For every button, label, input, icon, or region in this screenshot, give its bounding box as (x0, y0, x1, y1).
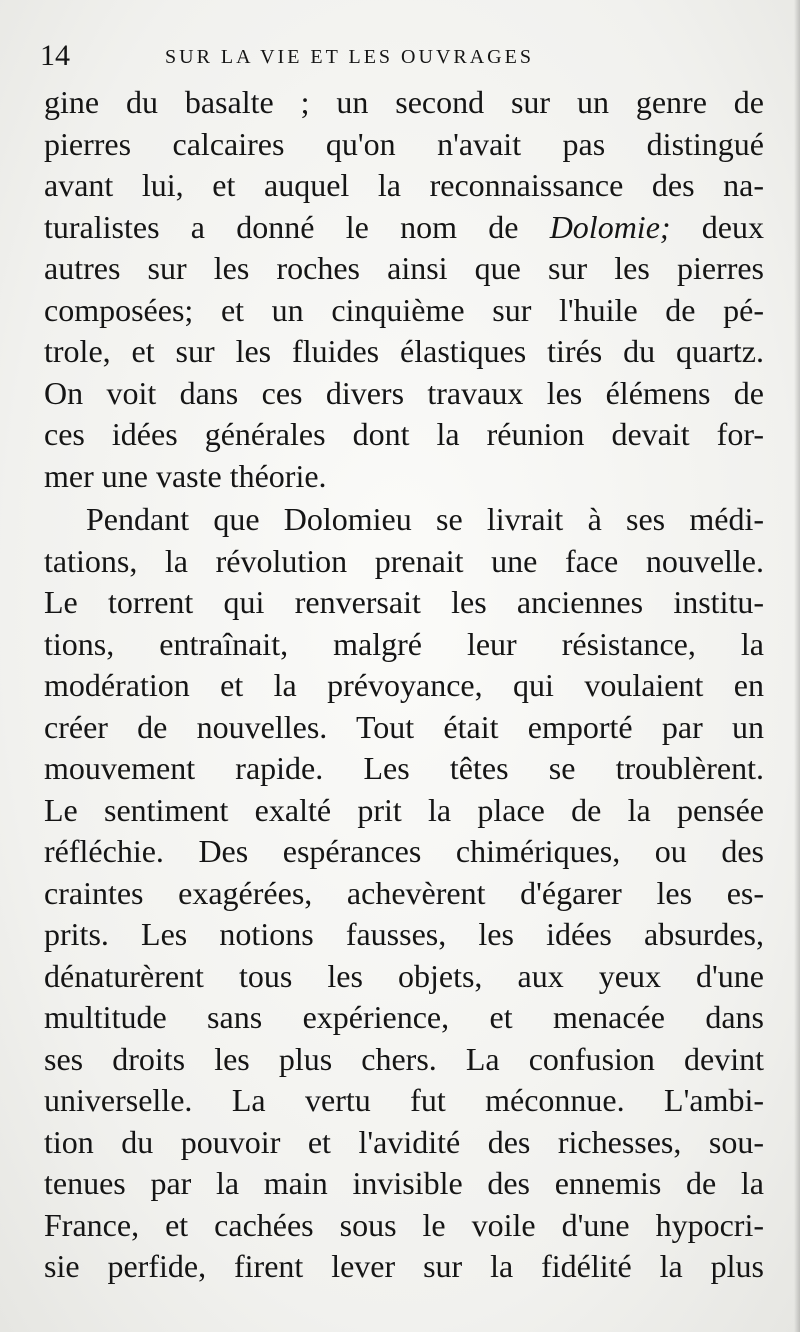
text-line: pierres calcaires qu'on n'avait pas distingué (44, 125, 764, 162)
paragraph-2 (44, 499, 764, 1288)
text-line: sie perfide, firent lever sur la fidélité la plus (44, 1248, 764, 1284)
text-line: autres sur les roches ainsi que sur les pierres (44, 250, 764, 286)
text-line: ses droits les plus chers. La confusion devint (44, 1040, 764, 1077)
text-line: prits. Les notions fausses, les idées absurdes, (44, 916, 764, 952)
text-line: composées; et un cinquième sur l'huile de pé- (44, 291, 764, 328)
text-line: turalistes a donné le nom de Dolomie; deux (44, 208, 765, 245)
running-head: SUR LA VIE ET LES OUVRAGES (165, 46, 534, 68)
text-line: On voit dans ces divers travaux les élémens de (44, 374, 764, 411)
text-line: multitude sans expérience, et menacée dans (44, 999, 764, 1035)
text-line: tenues par la main invisible des ennemis de la (44, 1165, 764, 1201)
page-header (40, 36, 760, 76)
text-line: mouvement rapide. Les têtes se troublèrent. (44, 750, 764, 786)
text-line: trole, et sur les fluides élastiques tirés du quartz. (44, 333, 764, 369)
text-line: mer une vaste théorie. (44, 457, 327, 494)
text-line: tions, entraînait, malgré leur résistance, la (44, 625, 764, 662)
text-line: tion du pouvoir et l'avidité des richesses, sou- (44, 1123, 764, 1160)
text-line: avant lui, et auquel la reconnaissance des na- (44, 167, 764, 203)
text-line: craintes exagérées, achevèrent d'égarer les es- (44, 874, 764, 911)
text-line: France, et cachées sous le voile d'une hypocri- (44, 1206, 764, 1243)
italic-term: Dolomie; (549, 208, 671, 245)
text-line: ces idées générales dont la réunion devait for- (44, 416, 764, 452)
text-line: tations, la révolution prenait une face nouvelle. (44, 542, 764, 579)
text-line: Le sentiment exalté prit la place de la pensée (44, 791, 764, 828)
page-number: 14 (40, 39, 70, 72)
body-text (44, 82, 764, 1288)
text-line: créer de nouvelles. Tout était emporté par un (44, 708, 764, 745)
text-line: modération et la prévoyance, qui voulaient en (44, 667, 764, 703)
text-line: Le torrent qui renversait les anciennes institu- (44, 584, 764, 620)
text-line: universelle. La vertu fut méconnue. L'ambi- (44, 1082, 764, 1118)
page-edge-shadow (794, 0, 800, 1332)
text-line: réfléchie. Des espérances chimériques, ou des (44, 833, 764, 869)
text-line: dénaturèrent tous les objets, aux yeux d'une (44, 957, 764, 994)
text-line: gine du basalte ; un second sur un genre de (44, 84, 764, 120)
paragraph-1 (44, 82, 764, 497)
text-line: Pendant que Dolomieu se livrait à ses médi- (86, 501, 764, 537)
